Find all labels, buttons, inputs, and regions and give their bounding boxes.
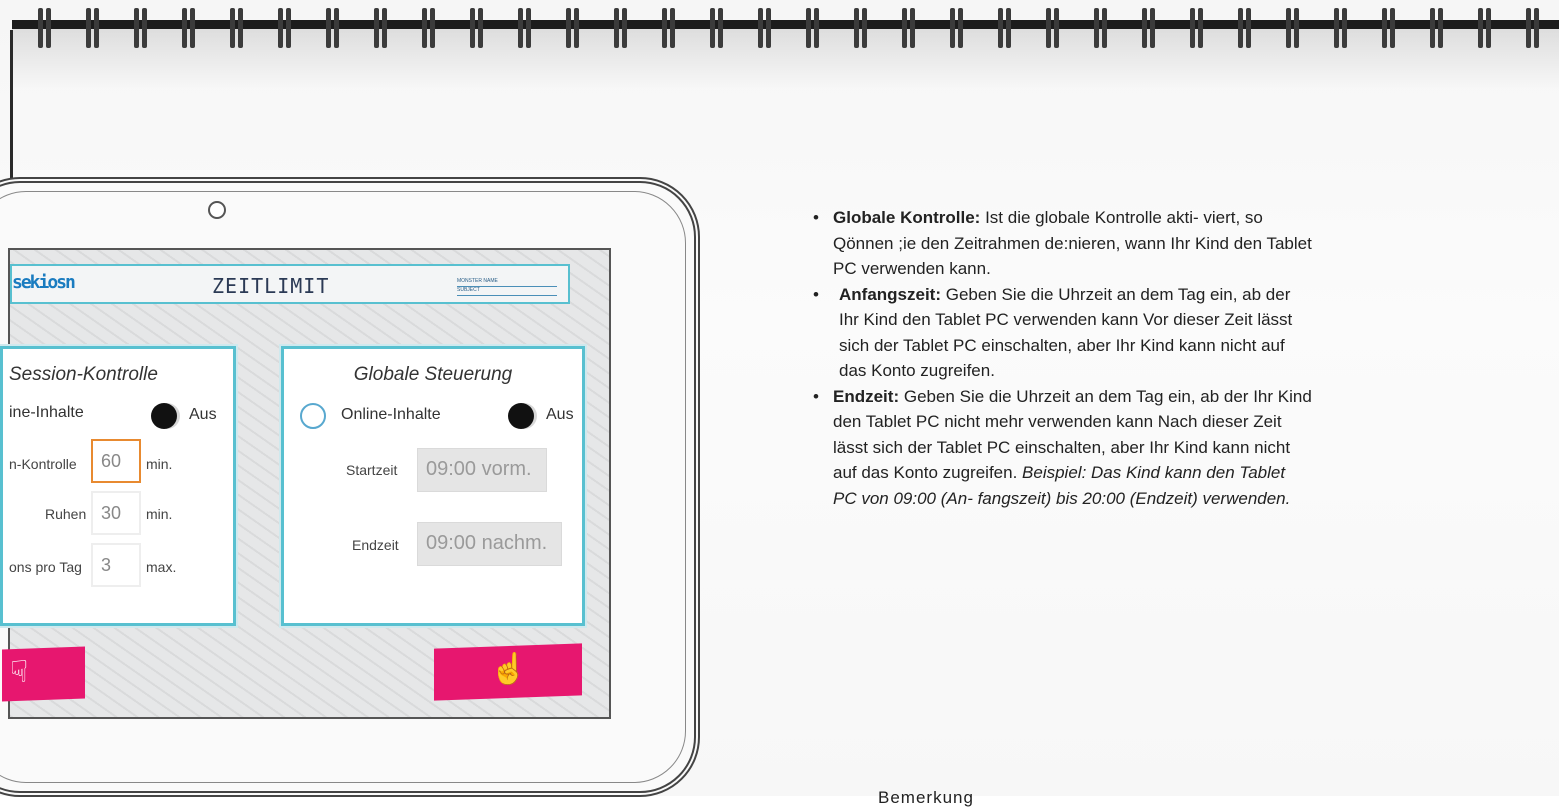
binding-ring (1430, 8, 1444, 48)
global-control-text: Ist die globale Kontrolle akti- viert, so Qönnen ;ie den Zeitrahmen de:nieren, wann Ihr Kind den Tablet PC verwenden kann. (833, 208, 1312, 278)
online-content-label: Online-Inhalte (341, 406, 441, 423)
binding-ring (566, 8, 580, 48)
binding-ring (134, 8, 148, 48)
binding-ring (1238, 8, 1252, 48)
instructions-text (813, 205, 1313, 511)
binding-ring (1046, 8, 1060, 48)
spiral-binding (12, 20, 1559, 29)
tablet-screen (8, 248, 611, 719)
panel-title: Globale Steuerung (353, 364, 513, 385)
toggle-state: Aus (189, 406, 217, 423)
online-toggle[interactable] (508, 403, 534, 429)
rest-minutes-input[interactable]: 30 (91, 491, 141, 535)
binding-ring (758, 8, 772, 48)
binding-ring (278, 8, 292, 48)
global-control-panel (281, 346, 585, 626)
binding-ring (710, 8, 724, 48)
rest-label: Ruhen (45, 506, 87, 522)
app-logo: sekiosn (12, 272, 74, 293)
binding-ring (326, 8, 340, 48)
binding-ring (614, 8, 628, 48)
meta-subject-label: SUBJECT (457, 287, 480, 293)
meta-name-label: MONSTER NAME (457, 278, 498, 284)
binding-ring (422, 8, 436, 48)
binding-ring (1526, 8, 1540, 48)
binding-ring (1478, 8, 1492, 48)
end-time-input[interactable]: 09:00 nachm. (417, 522, 562, 566)
binding-ring (38, 8, 52, 48)
binding-ring (662, 8, 676, 48)
toggle-state: Aus (546, 406, 574, 423)
sessions-per-day-unit: max. (146, 559, 177, 575)
example-text: Beispiel: Das Kind kann den Tablet PC von 09:00 (An- fangszeit) bis 20:00 (Endzeit) verwenden. (833, 463, 1291, 508)
binding-ring (1286, 8, 1300, 48)
list-item (813, 282, 1313, 384)
online-radio[interactable] (300, 403, 326, 429)
header-meta (457, 278, 557, 296)
global-control-heading: Globale Kontrolle: (833, 208, 981, 227)
start-time-heading: Anfangszeit: (839, 284, 941, 304)
cancel-button[interactable] (2, 647, 85, 702)
binding-ring (1382, 8, 1396, 48)
start-time-input[interactable]: 09:00 vorm. (417, 448, 547, 492)
start-time-text: Geben Sie die Uhrzeit an dem Tag ein, ab der Ihr Kind den Tablet PC verwenden kann Vor dieser Zeit lässt sich der Tablet PC einschalten, aber Ihr Kind kann nicht auf das Konto zugreifen. (839, 284, 1293, 380)
binding-ring (86, 8, 100, 48)
list-item (813, 384, 1313, 512)
camera-icon (208, 201, 226, 219)
binding-ring (854, 8, 868, 48)
binding-ring (182, 8, 196, 48)
screen-header (10, 264, 570, 304)
list-item (813, 205, 1313, 282)
binding-ring (1142, 8, 1156, 48)
end-time-heading: Endzeit: (833, 386, 900, 406)
binding-ring (1094, 8, 1108, 48)
thumbs-up-icon: ☝ (490, 652, 528, 687)
binding-ring (230, 8, 244, 48)
session-control-panel (0, 346, 236, 626)
thumbs-down-icon: ☟ (10, 655, 29, 690)
page-title: ZEITLIMIT (212, 274, 330, 298)
start-time-label: Startzeit (346, 462, 398, 478)
online-content-label: ine-Inhalte (9, 404, 84, 421)
panel-title: Session-Kontrolle (9, 364, 158, 385)
end-time-text: Geben Sie die Uhrzeit an dem Tag ein, ab der Ihr Kind den Tablet PC nicht mehr verwenden kann Nach dieser Zeit lässt sich der Tablet PC einschalten, aber Ihr Kind kann nicht auf das Konto zugreifen. (833, 386, 1312, 482)
binding-ring (374, 8, 388, 48)
binding-ring (470, 8, 484, 48)
cut-off-text: Bemerkung (878, 788, 974, 807)
binding-ring (950, 8, 964, 48)
session-minutes-input[interactable]: 60 (91, 439, 141, 483)
online-toggle[interactable] (151, 403, 177, 429)
binding-ring (518, 8, 532, 48)
rest-unit: min. (146, 506, 173, 522)
binding-ring (902, 8, 916, 48)
binding-ring (806, 8, 820, 48)
confirm-button[interactable] (434, 643, 582, 700)
sessions-per-day-label: ons pro Tag (9, 559, 82, 575)
sessions-per-day-input[interactable]: 3 (91, 543, 141, 587)
binding-shadow (12, 29, 1559, 89)
binding-ring (1334, 8, 1348, 48)
binding-ring (998, 8, 1012, 48)
session-unit: min. (146, 456, 173, 472)
session-control-label: n-Kontrolle (9, 456, 77, 472)
binding-ring (1190, 8, 1204, 48)
end-time-label: Endzeit (352, 537, 399, 553)
